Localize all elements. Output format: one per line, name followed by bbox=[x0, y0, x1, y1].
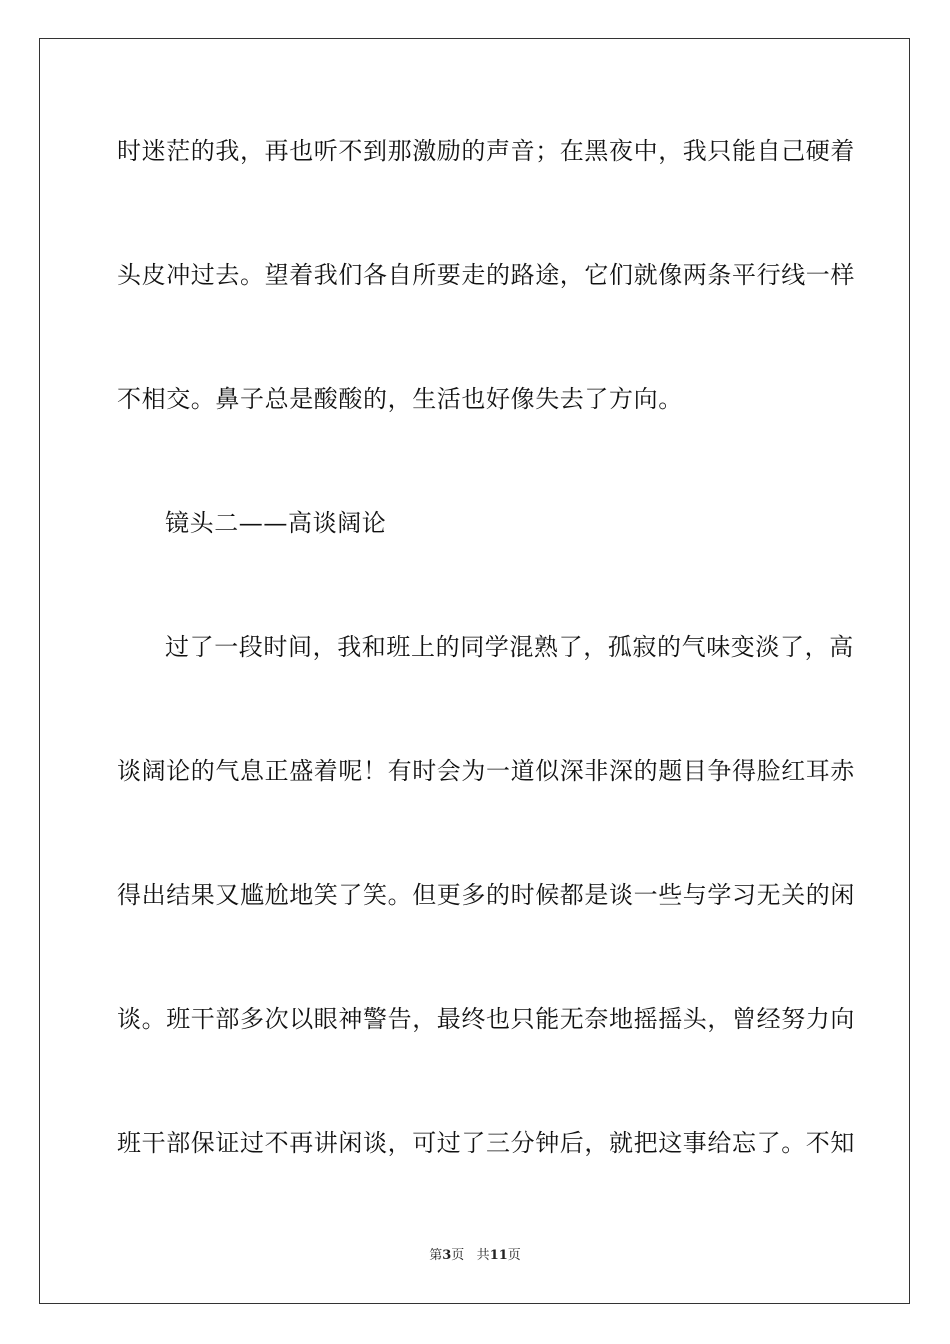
text-line: 谈。班干部多次以眼神警告，最终也只能无奈地摇摇头，曾经努力向 bbox=[117, 1005, 855, 1033]
total-pages: 11 bbox=[489, 1248, 508, 1263]
section-heading: 镜头二——高谈阔论 bbox=[165, 509, 387, 537]
page-suffix: 页 bbox=[451, 1248, 465, 1263]
page-prefix: 第 bbox=[429, 1248, 443, 1263]
page-frame bbox=[39, 38, 910, 1304]
text-line: 得出结果又尴尬地笑了笑。但更多的时候都是谈一些与学习无关的闲 bbox=[117, 881, 855, 909]
total-prefix: 共 bbox=[476, 1248, 490, 1263]
text-line: 班干部保证过不再讲闲谈，可过了三分钟后，就把这事给忘了。不知 bbox=[117, 1129, 855, 1157]
text-line: 不相交。鼻子总是酸酸的，生活也好像失去了方向。 bbox=[117, 385, 683, 413]
text-line: 过了一段时间，我和班上的同学混熟了，孤寂的气味变淡了，高 bbox=[165, 633, 854, 661]
text-line: 头皮冲过去。望着我们各自所要走的路途，它们就像两条平行线一样 bbox=[117, 261, 855, 289]
text-line: 谈阔论的气息正盛着呢！有时会为一道似深非深的题目争得脸红耳赤 bbox=[117, 757, 855, 785]
page-number: 3 bbox=[442, 1248, 452, 1263]
text-line: 时迷茫的我，再也听不到那激励的声音；在黑夜中，我只能自己硬着 bbox=[117, 137, 855, 165]
page-footer bbox=[0, 1248, 950, 1264]
total-suffix: 页 bbox=[507, 1248, 521, 1263]
